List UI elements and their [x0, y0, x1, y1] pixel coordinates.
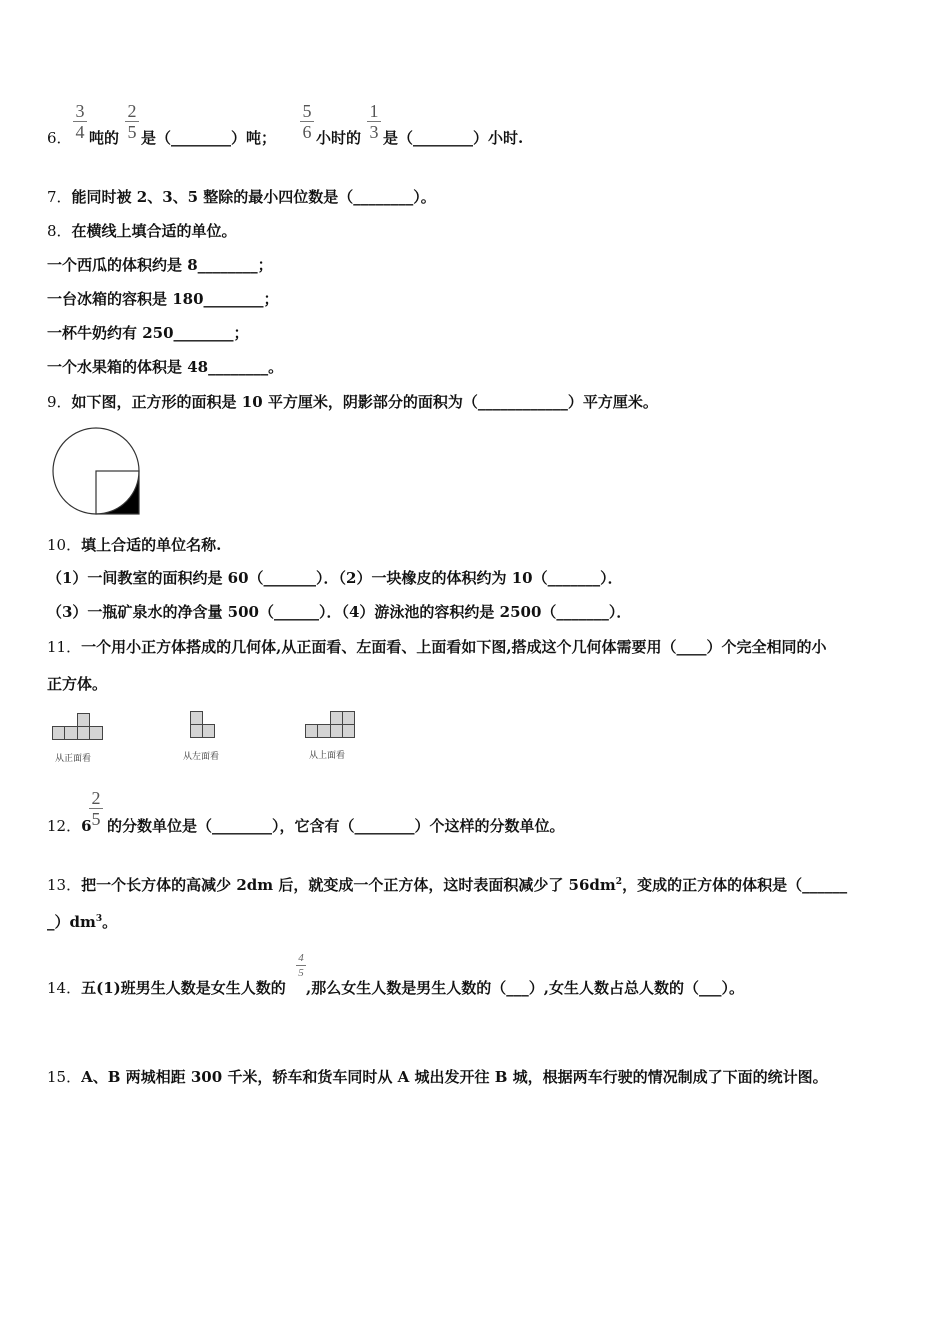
question-number: 11．: [47, 638, 82, 656]
fraction-numerator: 5: [302, 101, 312, 121]
fraction-denominator: 5: [127, 122, 137, 142]
question-9: [47, 391, 658, 412]
fraction-denominator: 6: [302, 122, 312, 142]
question-number: 15．: [47, 1068, 82, 1086]
question-number: 10．: [47, 536, 82, 554]
superscript: 3: [95, 914, 103, 924]
question-8: [47, 220, 237, 241]
fraction-denominator: 5: [298, 967, 304, 979]
fraction-2-5: [125, 102, 139, 141]
fraction-denominator: 4: [75, 122, 85, 142]
q10-line-2: （3）一瓶矿泉水的净含量 500（______）．（4）游泳池的容积约是 2500（_______）．: [47, 603, 632, 621]
question-10: [47, 534, 221, 555]
fraction-denominator: 5: [91, 809, 101, 829]
question-number: 13．: [47, 876, 82, 894]
fraction-1-3: [367, 102, 381, 141]
question-number: 7．: [47, 188, 72, 206]
question-text: 在横线上填合适的单位。: [71, 222, 237, 240]
fraction-numerator: 4: [298, 952, 304, 964]
question-text-c: _）dm: [47, 913, 96, 931]
question-text: 一个用小正方体搭成的几何体,从正面看、左面看、上面看如下图,搭成这个几何体需要用（____）个完全相同的小: [81, 638, 827, 656]
q11-line-2: 正方体。: [47, 675, 108, 693]
fraction-4-5: [296, 952, 306, 979]
fraction-3-4: [73, 102, 87, 141]
top-view-caption: 从上面看: [309, 751, 346, 761]
circle-square-figure: [47, 424, 143, 518]
question-6-text-2: 是（________）吨；: [141, 129, 277, 147]
question-12-number: 12．6: [47, 817, 92, 835]
superscript: 2: [615, 877, 623, 887]
question-14-part-1: [47, 977, 286, 998]
question-15: [47, 1066, 828, 1087]
question-text: 填上合适的单位名称.: [81, 536, 222, 554]
front-view-figure: [50, 711, 106, 743]
front-view-caption: 从正面看: [55, 754, 92, 764]
question-text: 如下图，正方形的面积是 10 平方厘米，阴影部分的面积为（____________）平方厘米。: [71, 393, 658, 411]
q8-line-3: 一杯牛奶约有 250________；: [47, 324, 249, 342]
question-6-text-1: 吨的: [89, 129, 120, 147]
question-text-d: 。: [102, 913, 118, 931]
fraction-5-6: [300, 102, 314, 141]
question-11: [47, 636, 827, 657]
fraction-numerator: 3: [75, 101, 85, 121]
question-text: A、B 两城相距 300 千米，轿车和货车同时从 A 城出发开往 B 城，根据两车行驶的情况制成了下面的统计图。: [81, 1068, 828, 1086]
question-number: 9．: [47, 393, 72, 411]
question-text-b: ，变成的正方体的体积是（______: [622, 876, 848, 894]
q8-line-1: 一个西瓜的体积约是 8________；: [47, 256, 273, 274]
question-text: 五(1)班男生人数是女生人数的: [81, 979, 286, 997]
question-text-a: 把一个长方体的高减少 2dm 后，就变成一个正方体，这时表面积减少了 56dm: [81, 876, 616, 894]
question-7: [47, 186, 436, 207]
top-view-figure: [303, 709, 359, 741]
question-6-number: 6．: [47, 129, 72, 147]
fraction-numerator: 2: [91, 788, 101, 808]
question-number: 8．: [47, 222, 72, 240]
question-13: [47, 874, 847, 895]
question-text: 能同时被 2、3、5 整除的最小四位数是（________）。: [71, 188, 436, 206]
left-view-figure: [188, 709, 218, 741]
q8-line-2: 一台冰箱的容积是 180________；: [47, 290, 279, 308]
q10-line-1: （1）一间教室的面积约是 60（_______）．（2）一块橡皮的体积约为 10（_______）．: [47, 569, 623, 587]
fraction-denominator: 3: [369, 122, 379, 142]
q13-line-2: [47, 911, 117, 932]
mixed-number-whole: 6: [81, 817, 92, 835]
fraction-numerator: 2: [127, 101, 137, 121]
question-14-part-2: ,那么女生人数是男生人数的（___）,女生人数占总人数的（___）。: [306, 979, 744, 997]
left-view-caption: 从左面看: [183, 752, 220, 762]
question-number: 14．: [47, 979, 82, 997]
fraction-numerator: 1: [369, 101, 379, 121]
question-6-text-3: 小时的: [316, 129, 362, 147]
question-6-text-4: 是（________）小时.: [383, 129, 524, 147]
q8-line-4: 一个水果箱的体积是 48________。: [47, 358, 284, 376]
question-12-text: 的分数单位是（________），它含有（________）个这样的分数单位。: [107, 817, 565, 835]
